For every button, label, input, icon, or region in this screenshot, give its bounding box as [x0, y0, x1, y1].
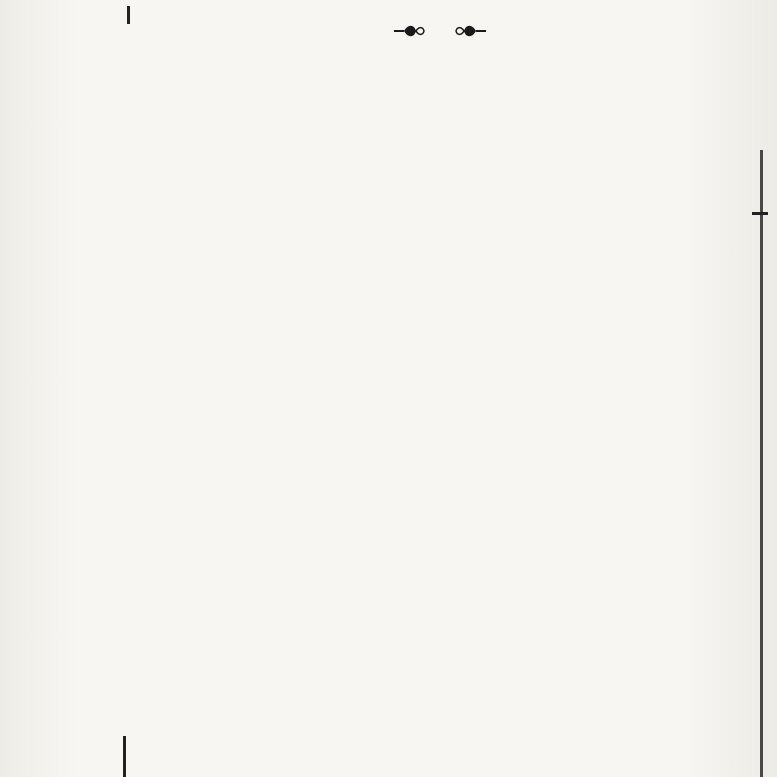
body-line: [148, 707, 748, 739]
body-line: [148, 126, 748, 158]
body-line: [148, 191, 748, 223]
ornament-right-icon: [454, 22, 488, 40]
body-paragraph: [148, 126, 748, 772]
ornament-left-icon: [392, 22, 426, 40]
body-line: [148, 449, 748, 481]
chapter-heading: [290, 10, 590, 52]
margin-mark: [127, 6, 130, 24]
body-line: [148, 514, 748, 546]
body-line: [148, 675, 748, 707]
body-line: [148, 352, 748, 384]
body-line: [148, 320, 748, 352]
body-line: [148, 546, 748, 578]
body-line: [148, 255, 748, 287]
body-line: [148, 578, 748, 610]
body-line: [148, 223, 748, 255]
body-line: [148, 158, 748, 190]
body-line: [148, 417, 748, 449]
body-line: [148, 610, 748, 642]
margin-tick: [752, 212, 768, 215]
body-line: [148, 287, 748, 319]
body-line: [148, 481, 748, 513]
body-line: [148, 740, 748, 772]
body-line: [148, 384, 748, 416]
body-line: [148, 643, 748, 675]
margin-rule: [760, 150, 763, 777]
margin-bar: [123, 736, 126, 777]
